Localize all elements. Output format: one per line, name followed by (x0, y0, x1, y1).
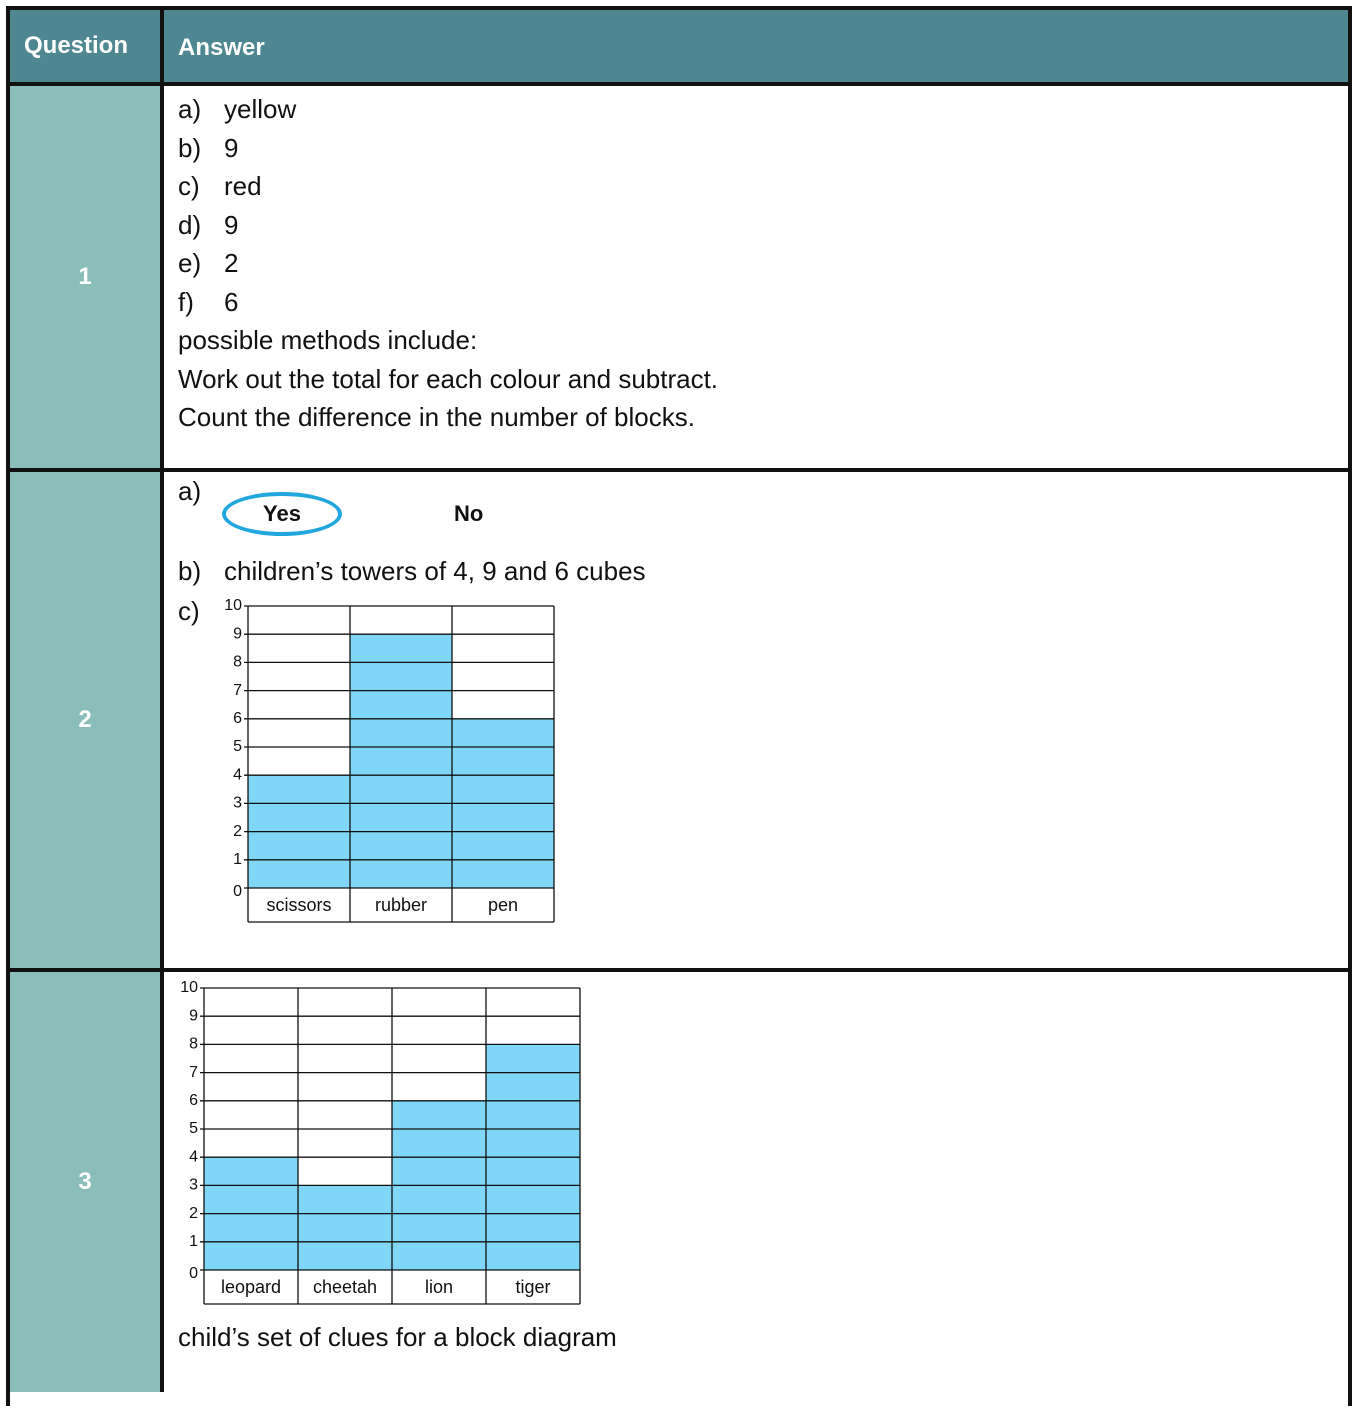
category-label: cheetah (312, 1276, 378, 1297)
answer-item (178, 283, 718, 322)
y-tick-label: 4 (233, 766, 242, 784)
y-tick-label: 4 (189, 1148, 198, 1166)
answer-item (178, 129, 718, 168)
item-text: 9 (224, 209, 239, 240)
item-label: b) (178, 556, 202, 586)
method-note: possible methods include: (178, 325, 478, 355)
y-tick-label: 7 (189, 1063, 198, 1081)
table-row-question-2 (10, 472, 1348, 972)
item-label: f) (178, 286, 194, 317)
answer-item (178, 206, 718, 245)
answer-table (6, 6, 1352, 1406)
y-tick-label: 0 (189, 1265, 198, 1283)
y-tick-label: 2 (189, 1204, 198, 1222)
block-diagram-animals (170, 978, 590, 1318)
y-tick-label: 5 (189, 1120, 198, 1138)
block-diagram-stationery (214, 592, 574, 932)
answer-cell-3 (164, 972, 1348, 1412)
category-label: lion (424, 1276, 454, 1297)
y-tick-label: 2 (233, 822, 242, 840)
answer-c-label: c) (178, 596, 200, 626)
category-label: scissors (266, 894, 332, 915)
y-tick-label: 5 (233, 738, 242, 756)
item-label: d) (178, 209, 202, 240)
y-tick-label: 9 (189, 1007, 198, 1025)
yes-option: Yes (263, 501, 301, 526)
answer-list-1 (178, 90, 718, 437)
y-tick-label: 1 (233, 851, 242, 869)
category-label: tiger (515, 1276, 551, 1297)
category-label: leopard (220, 1276, 282, 1297)
item-text: yellow (224, 94, 297, 124)
y-tick-label: 9 (233, 625, 242, 643)
y-tick-label: 3 (233, 794, 242, 812)
answer-item (178, 244, 718, 283)
question-column-header: Question (10, 10, 164, 82)
item-label: c) (178, 171, 200, 201)
answer-column-header: Answer (178, 34, 265, 61)
method-note: Count the difference in the number of blocks. (178, 402, 695, 432)
y-tick-label: 8 (189, 1035, 198, 1053)
table-header-row (10, 10, 1348, 86)
y-tick-label: 6 (233, 710, 242, 728)
item-text: 6 (224, 286, 239, 317)
table-row-question-1 (10, 86, 1348, 472)
answer-b (178, 552, 646, 591)
y-tick-label: 10 (180, 979, 198, 997)
y-tick-label: 3 (189, 1176, 198, 1194)
category-label: rubber (374, 894, 428, 915)
table-row-question-3 (10, 972, 1348, 1412)
answer-cell-2 (164, 472, 1348, 968)
y-tick-label: 6 (189, 1092, 198, 1110)
question-number-2: 2 (10, 472, 164, 968)
question-number-3: 3 (10, 972, 164, 1392)
no-option: No (454, 501, 484, 526)
y-tick-label: 7 (233, 681, 242, 699)
item-text: 2 (224, 248, 239, 278)
y-tick-label: 1 (189, 1233, 198, 1251)
item-label: a) (178, 94, 202, 124)
item-label: e) (178, 248, 202, 278)
item-text: 9 (224, 132, 239, 163)
y-tick-label: 8 (233, 653, 242, 671)
answer-item (178, 90, 718, 129)
answer-cell-1 (164, 86, 1348, 468)
y-tick-label: 0 (233, 883, 242, 901)
answer-note-3: child’s set of clues for a block diagram (178, 1322, 617, 1352)
answer-a-label: a) (178, 476, 202, 506)
y-tick-label: 10 (224, 597, 242, 615)
question-number-1: 1 (10, 86, 164, 468)
bar-cheetah (298, 1185, 392, 1270)
method-note: Work out the total for each colour and subtract. (178, 363, 719, 394)
bar-rubber (350, 634, 452, 888)
answer-item (178, 167, 718, 206)
item-label: b) (178, 132, 202, 163)
item-text: red (224, 171, 262, 201)
item-text: children’s towers of 4, 9 and 6 cubes (224, 556, 646, 586)
category-label: pen (487, 894, 519, 915)
